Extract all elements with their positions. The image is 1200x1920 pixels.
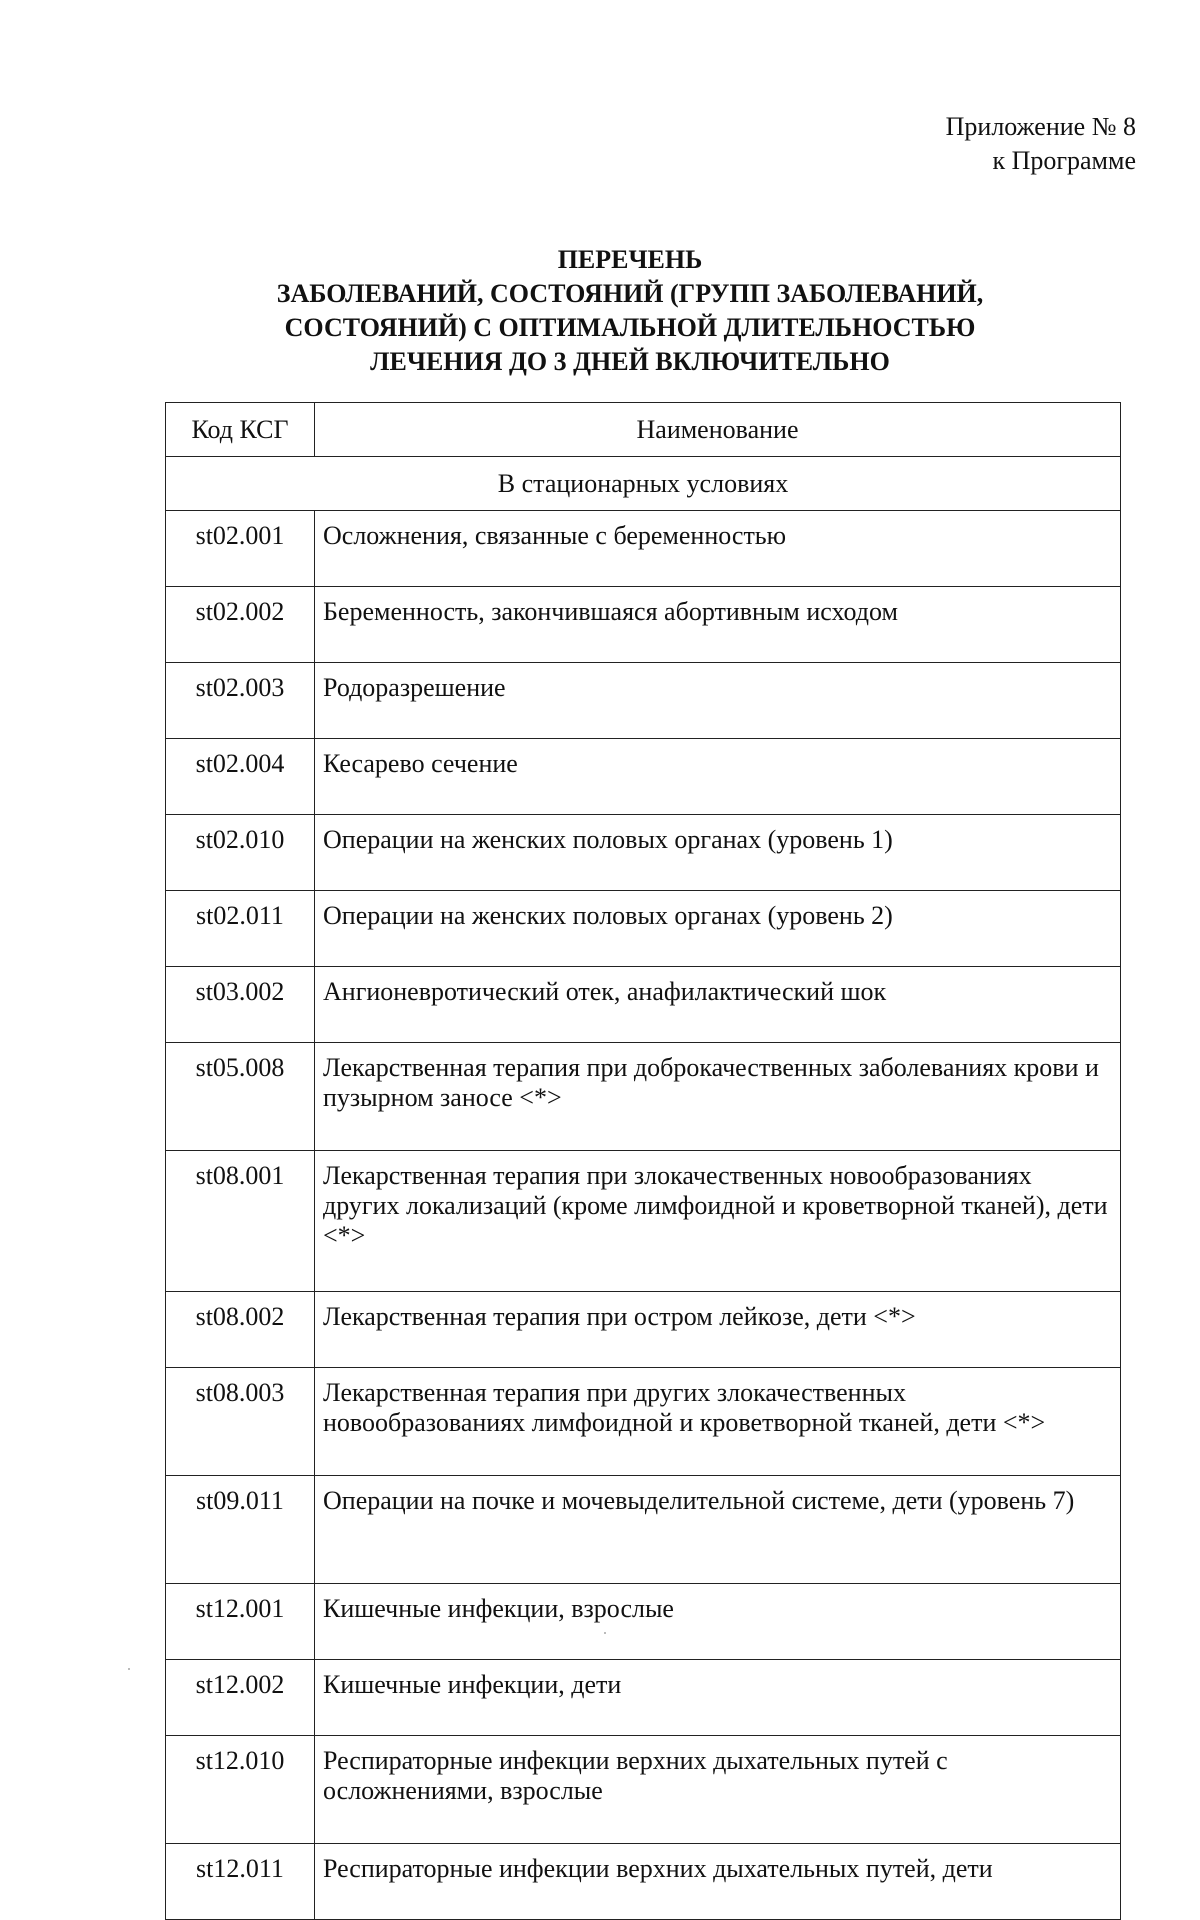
ksg-code: st08.003 (166, 1368, 315, 1476)
title-line-4: ЛЕЧЕНИЯ ДО 3 ДНЕЙ ВКЛЮЧИТЕЛЬНО (370, 347, 890, 376)
ksg-code: st02.004 (166, 739, 315, 815)
header-name: Наименование (315, 403, 1121, 457)
ksg-name: Операции на почке и мочевыделительной системе, дети (уровень 7) (315, 1476, 1121, 1584)
table-row (166, 1736, 1121, 1844)
table-row (166, 1660, 1121, 1736)
ksg-name: Операции на женских половых органах (уровень 1) (315, 815, 1121, 891)
ksg-name: Ангионевротический отек, анафилактический шок (315, 967, 1121, 1043)
table-row (166, 891, 1121, 967)
ksg-code: st09.011 (166, 1476, 315, 1584)
ksg-code: st08.001 (166, 1151, 315, 1292)
title-line-1: ПЕРЕЧЕНЬ (557, 245, 703, 274)
document-title (170, 243, 1090, 379)
annex-header (946, 110, 1136, 178)
ksg-name: Кесарево сечение (315, 739, 1121, 815)
table-row (166, 1584, 1121, 1660)
ksg-name: Кишечные инфекции, дети (315, 1660, 1121, 1736)
ksg-name: Лекарственная терапия при других злокачественных новообразованиях лимфоидной и кроветворной тканей, дети <*> (315, 1368, 1121, 1476)
section-row (166, 457, 1121, 511)
header-code: Код КСГ (166, 403, 315, 457)
ksg-name: Респираторные инфекции верхних дыхательных путей, дети (315, 1844, 1121, 1920)
table-row (166, 815, 1121, 891)
table-row (166, 511, 1121, 587)
ksg-name: Родоразрешение (315, 663, 1121, 739)
ksg-code: st02.002 (166, 587, 315, 663)
ksg-code: st02.003 (166, 663, 315, 739)
table-row (166, 1292, 1121, 1368)
table-row (166, 1476, 1121, 1584)
table-row (166, 1043, 1121, 1151)
annex-number: Приложение № 8 (945, 112, 1136, 141)
table-row (166, 587, 1121, 663)
table-row (166, 663, 1121, 739)
ksg-table (165, 402, 1121, 1920)
table-row (166, 967, 1121, 1043)
ksg-code: st12.001 (166, 1584, 315, 1660)
ksg-name: Респираторные инфекции верхних дыхательных путей с осложнениями, взрослые (315, 1736, 1121, 1844)
ksg-name: Беременность, закончившаяся абортивным исходом (315, 587, 1121, 663)
ksg-code: st12.002 (166, 1660, 315, 1736)
ksg-code: st12.010 (166, 1736, 315, 1844)
ksg-code: st02.001 (166, 511, 315, 587)
ksg-code: st02.011 (166, 891, 315, 967)
table-row (166, 1844, 1121, 1920)
annex-reference: к Программе (992, 146, 1136, 175)
ksg-name: Лекарственная терапия при злокачественных новообразованиях других локализаций (кроме лимфоидной и кроветворной тканей), дети <*> (315, 1151, 1121, 1292)
scan-speck (128, 1668, 130, 1670)
ksg-name: Кишечные инфекции, взрослые (315, 1584, 1121, 1660)
section-title: В стационарных условиях (166, 457, 1121, 511)
ksg-code: st05.008 (166, 1043, 315, 1151)
title-line-2: ЗАБОЛЕВАНИЙ, СОСТОЯНИЙ (ГРУПП ЗАБОЛЕВАНИЙ, (276, 279, 984, 308)
ksg-code: st03.002 (166, 967, 315, 1043)
table-header-row (166, 403, 1121, 457)
ksg-code: st08.002 (166, 1292, 315, 1368)
scan-speck (604, 1632, 606, 1634)
table-row (166, 1151, 1121, 1292)
title-line-3: СОСТОЯНИЙ) С ОПТИМАЛЬНОЙ ДЛИТЕЛЬНОСТЬЮ (284, 313, 976, 342)
ksg-name: Лекарственная терапия при остром лейкозе, дети <*> (315, 1292, 1121, 1368)
ksg-name: Операции на женских половых органах (уровень 2) (315, 891, 1121, 967)
ksg-code: st12.011 (166, 1844, 315, 1920)
ksg-code: st02.010 (166, 815, 315, 891)
ksg-name: Лекарственная терапия при доброкачественных заболеваниях крови и пузырном заносе <*> (315, 1043, 1121, 1151)
table-row (166, 1368, 1121, 1476)
table-row (166, 739, 1121, 815)
ksg-name: Осложнения, связанные с беременностью (315, 511, 1121, 587)
